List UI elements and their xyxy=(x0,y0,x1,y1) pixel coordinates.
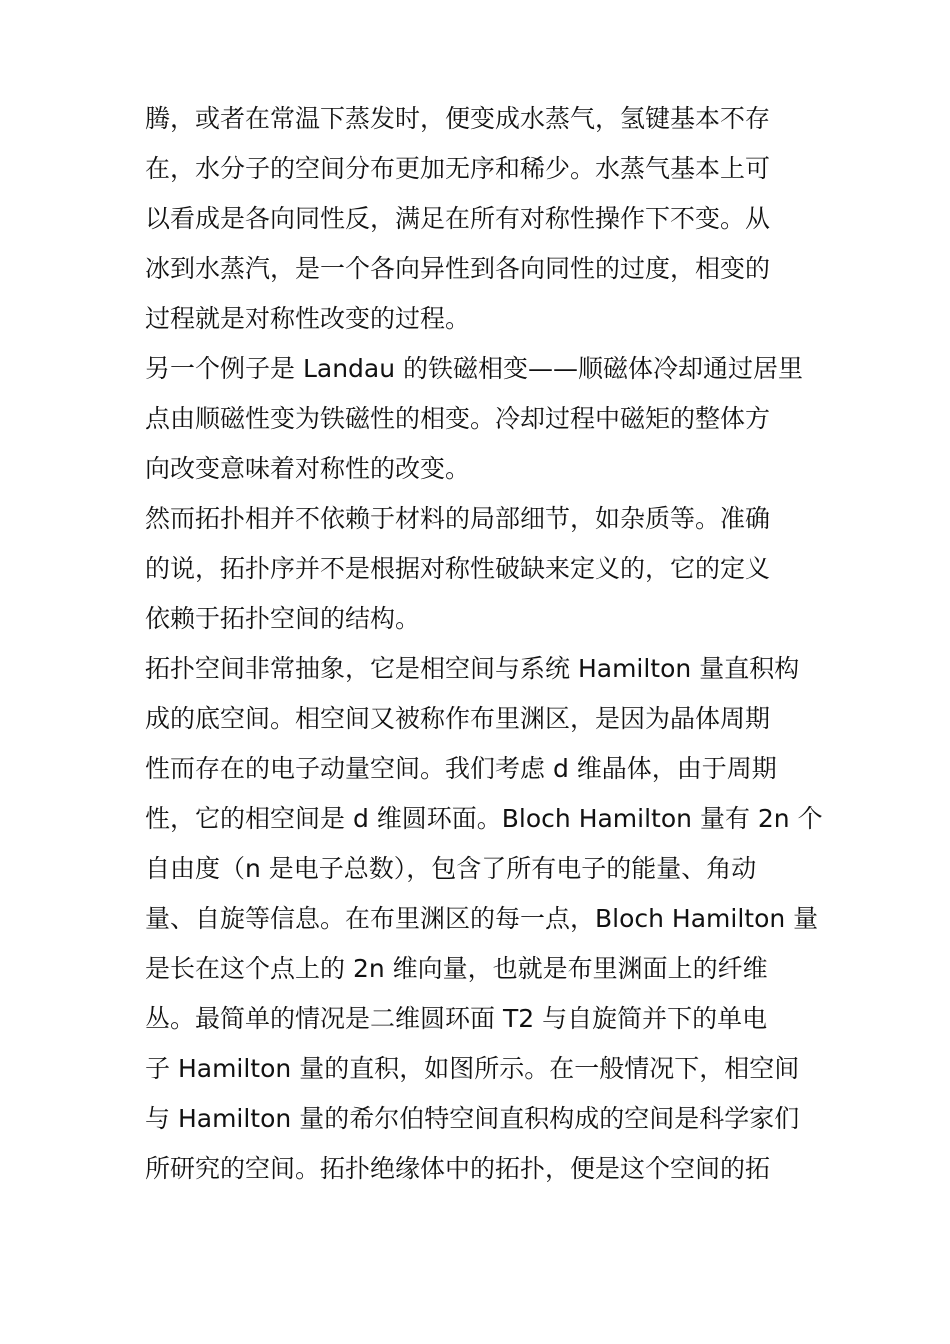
text-line: 与 Hamilton 量的希尔伯特空间直积构成的空间是科学家们 xyxy=(145,1104,800,1133)
text-line: 性而存在的电子动量空间。我们考虑 d 维晶体，由于周期 xyxy=(145,754,777,783)
text-line: 拓扑空间非常抽象，它是相空间与系统 Hamilton 量直积构 xyxy=(145,654,800,683)
text-line: 丛。最简单的情况是二维圆环面 T2 与自旋简并下的单电 xyxy=(145,1004,768,1033)
body-text xyxy=(145,94,823,1194)
text-line: 以看成是各向同性反，满足在所有对称性操作下不变。从 xyxy=(145,204,771,233)
text-line: 量、自旋等信息。在布里渊区的每一点，Bloch Hamilton 量 xyxy=(145,904,819,933)
text-line: 成的底空间。相空间又被称作布里渊区，是因为晶体周期 xyxy=(145,704,771,733)
text-line: 向改变意味着对称性的改变。 xyxy=(145,454,471,483)
text-line: 自由度（n 是电子总数），包含了所有电子的能量、角动 xyxy=(145,854,757,883)
text-line: 所研究的空间。拓扑绝缘体中的拓扑，便是这个空间的拓 xyxy=(145,1154,771,1183)
text-line: 在，水分子的空间分布更加无序和稀少。水蒸气基本上可 xyxy=(145,154,771,183)
text-line: 腾，或者在常温下蒸发时，便变成水蒸气，氢键基本不存 xyxy=(145,104,771,133)
text-line: 是长在这个点上的 2n 维向量，也就是布里渊面上的纤维 xyxy=(145,954,768,983)
text-line: 然而拓扑相并不依赖于材料的局部细节，如杂质等。准确 xyxy=(145,504,771,533)
text-line: 冰到水蒸汽，是一个各向异性到各向同性的过度，相变的 xyxy=(145,254,771,283)
text-line: 过程就是对称性改变的过程。 xyxy=(145,304,471,333)
text-line: 子 Hamilton 量的直积，如图所示。在一般情况下，相空间 xyxy=(145,1054,800,1083)
text-line: 依赖于拓扑空间的结构。 xyxy=(145,604,421,633)
text-line: 的说，拓扑序并不是根据对称性破缺来定义的，它的定义 xyxy=(145,554,771,583)
text-line: 点由顺磁性变为铁磁性的相变。冷却过程中磁矩的整体方 xyxy=(145,404,771,433)
text-line: 性，它的相空间是 d 维圆环面。Bloch Hamilton 量有 2n 个 xyxy=(145,804,823,833)
text-line: 另一个例子是 Landau 的铁磁相变——顺磁体冷却通过居里 xyxy=(145,354,804,383)
